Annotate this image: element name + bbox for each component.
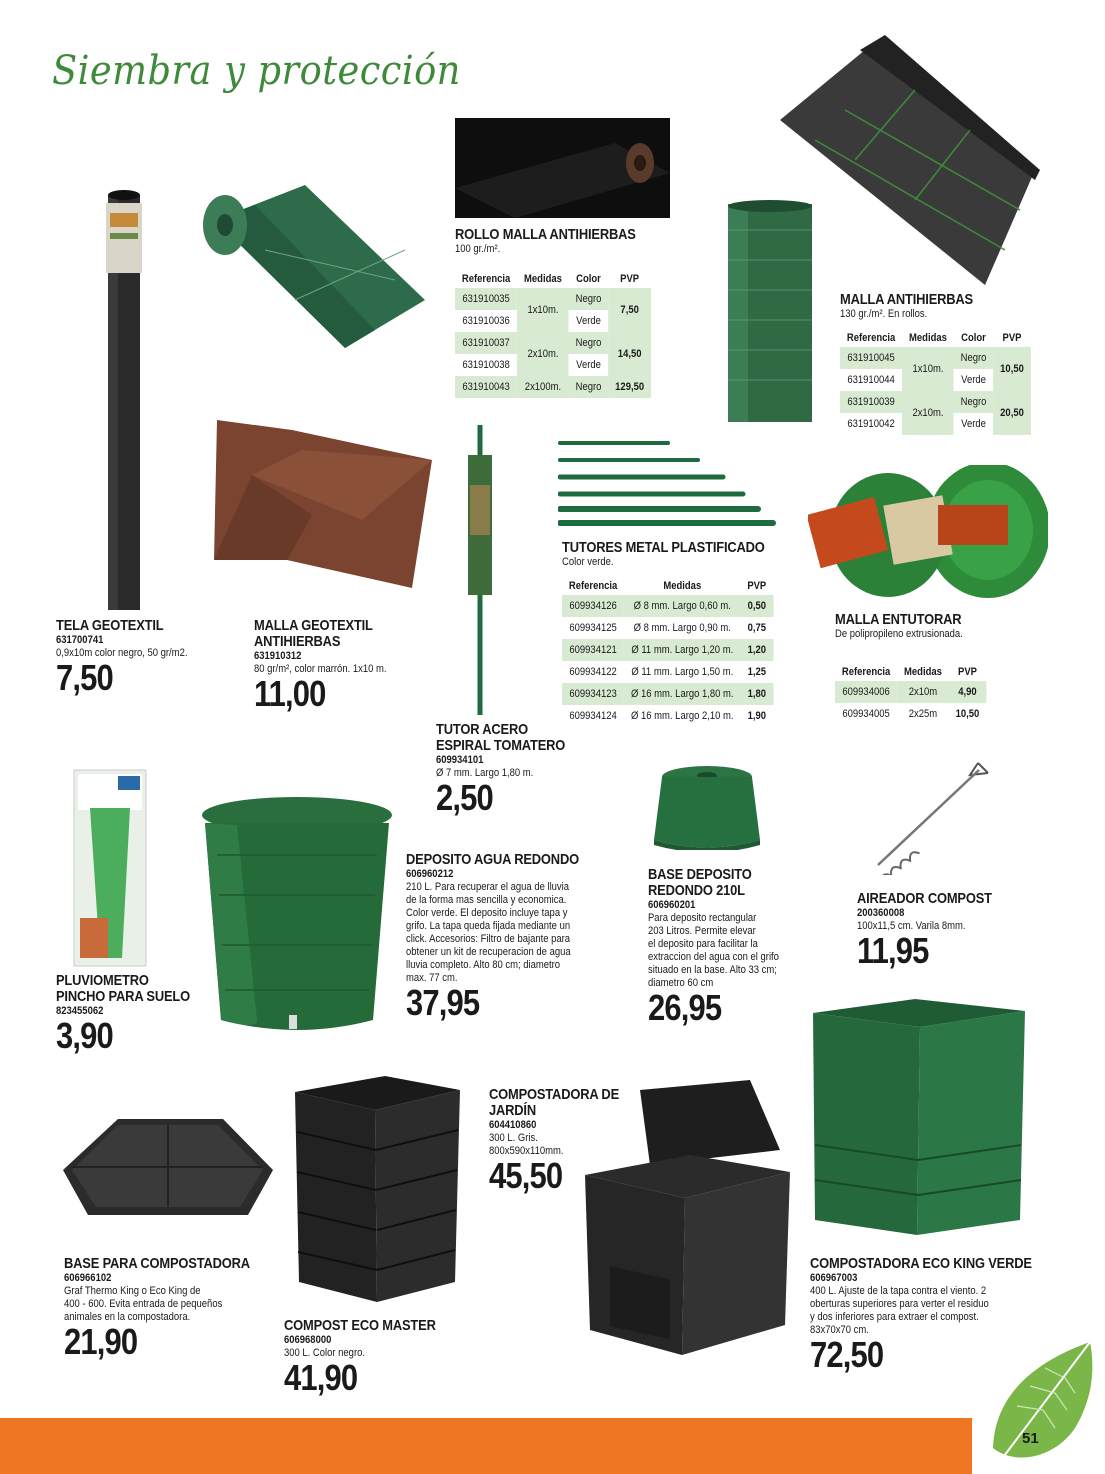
deposito-desc-line: obtener un kit de recuperacion de agua <box>406 946 571 958</box>
tutor-acero-name-line1: TUTOR ACERO <box>436 721 528 738</box>
footer-orange-bar <box>0 1418 972 1474</box>
table-cell: 609934124 <box>569 710 617 722</box>
pluviometro-name-line2: PINCHO PARA SUELO <box>56 988 190 1005</box>
table-header: Referencia <box>461 273 511 285</box>
table-row <box>835 681 986 703</box>
eco-king-desc-line: oberturas superiores para verter el residuo <box>810 1298 989 1310</box>
malla-antihierbas-desc: 130 gr./m². En rollos. <box>840 308 928 320</box>
table-cell: 0,50 <box>740 595 773 617</box>
base-compostadora-desc-line: 400 - 600. Evita entrada de pequeños <box>64 1298 223 1310</box>
deposito-name: DEPOSITO AGUA REDONDO <box>406 851 579 868</box>
table-cell: 1,25 <box>747 666 766 678</box>
table-cell: 14,50 <box>608 332 651 376</box>
malla-verde-roll-image <box>195 180 430 350</box>
tutor-acero-image <box>462 425 498 715</box>
table-header: Medidas <box>524 273 562 285</box>
pluviometro-name-line1: PLUVIOMETRO <box>56 972 149 989</box>
table-cell: Ø 11 mm. Largo 1,20 m. <box>624 639 740 661</box>
leaf-icon <box>985 1338 1100 1474</box>
table-cell: 631910044 <box>847 374 895 386</box>
table-cell: Negro <box>569 376 609 398</box>
base-deposito-desc <box>648 912 820 990</box>
page-number: 51 <box>1022 1430 1039 1447</box>
table-cell: 631910038 <box>462 359 510 371</box>
pluviometro-image <box>70 768 150 968</box>
compost-eco-master-image <box>285 1072 465 1307</box>
deposito-price: 37,95 <box>406 982 480 1023</box>
base-compostadora-ref: 606966102 <box>64 1272 112 1284</box>
pluviometro-ref: 823455062 <box>56 1005 104 1017</box>
tela-geotextil-image <box>100 185 148 615</box>
tutor-acero-name-line2: ESPIRAL TOMATERO <box>436 737 566 754</box>
base-deposito-desc-line: 203 Litros. Permite elevar <box>648 925 756 937</box>
base-compostadora-name: BASE PARA COMPOSTADORA <box>64 1255 250 1272</box>
table-row <box>562 639 773 661</box>
table-cell: 1x10m. <box>517 288 569 332</box>
aireador-compost-image <box>858 755 993 875</box>
malla-antihierbas-table <box>840 329 1031 435</box>
table-header: Referencia <box>841 666 891 678</box>
table-row <box>840 347 1031 369</box>
table-cell: 2x10m. <box>517 332 569 376</box>
compostadora-jardin-price: 45,50 <box>489 1155 563 1196</box>
tela-geotextil-price: 7,50 <box>56 657 113 698</box>
table-cell: Ø 8 mm. Largo 0,90 m. <box>633 622 731 634</box>
tutores-desc: Color verde. <box>562 556 614 568</box>
table-cell: 10,50 <box>955 708 980 720</box>
malla-entutorar-name: MALLA ENTUTORAR <box>835 611 962 628</box>
table-cell: 631910045 <box>840 347 902 369</box>
deposito-ref: 606960212 <box>406 868 454 880</box>
table-cell: Negro <box>569 332 609 354</box>
table-row <box>455 376 651 398</box>
table-row <box>840 391 1031 413</box>
compost-eco-master-price: 41,90 <box>284 1357 358 1398</box>
table-cell: 631910043 <box>455 376 517 398</box>
table-cell: 609934125 <box>569 622 617 634</box>
tutor-acero-price: 2,50 <box>436 777 493 818</box>
deposito-desc-line: 210 L. Para recuperar el agua de lluvia <box>406 881 570 893</box>
base-deposito-desc-line: extraccion del agua con el grifo <box>648 951 779 963</box>
table-row <box>562 683 773 705</box>
rollo-malla-desc: 100 gr./m². <box>455 243 501 255</box>
table-cell: 631910036 <box>455 310 517 332</box>
table-header: PVP <box>1002 332 1022 344</box>
deposito-desc <box>406 881 595 985</box>
deposito-desc-line: de la forma mas sencilla y economica. <box>406 894 567 906</box>
compost-eco-master-desc: 300 L. Color negro. <box>284 1347 365 1359</box>
table-cell: 1x10m. <box>902 347 954 391</box>
base-compostadora-image <box>58 1115 278 1235</box>
table-row <box>562 595 773 617</box>
table-cell: 20,50 <box>993 391 1030 435</box>
table-cell: 631910037 <box>455 332 517 354</box>
table-header: Medidas <box>663 580 702 592</box>
deposito-desc-line: click. Accesorios: Filtro de bajante para <box>406 933 571 945</box>
eco-king-desc-line: 400 L. Ajuste de la tapa contra el viento. 2 <box>810 1285 987 1297</box>
table-cell: 609934006 <box>835 681 897 703</box>
table-cell: Ø 11 mm. Largo 1,50 m. <box>631 666 734 678</box>
eco-king-desc-line: 83x70x70 cm. <box>810 1324 869 1336</box>
base-deposito-desc-line: diametro 60 cm <box>648 977 714 989</box>
compostadora-jardin-desc-line: 300 L. Gris. <box>489 1132 538 1144</box>
eco-king-price: 72,50 <box>810 1334 884 1375</box>
deposito-desc-line: Color verde. El deposito incluye tapa y <box>406 907 568 919</box>
table-cell: Ø 16 mm. Largo 1,80 m. <box>624 683 740 705</box>
rollo-malla-table <box>455 270 651 398</box>
base-deposito-image <box>650 765 765 850</box>
base-compostadora-desc-line: animales en la compostadora. <box>64 1311 191 1323</box>
deposito-desc-line: grifo. La tapa queda fijada mediante un <box>406 920 571 932</box>
malla-verde-vertical-image <box>722 200 818 425</box>
tutores-name: TUTORES METAL PLASTIFICADO <box>562 539 765 556</box>
table-cell: 609934005 <box>842 708 890 720</box>
rollo-malla-antihierbas-image <box>455 118 670 218</box>
table-cell: Verde <box>569 310 609 332</box>
table-header: PVP <box>747 580 767 592</box>
page-title: Siembra y protección <box>52 48 461 94</box>
eco-king-desc <box>810 1285 1034 1337</box>
table-cell: Ø 8 mm. Largo 0,60 m. <box>624 595 740 617</box>
table-cell: 4,90 <box>949 681 986 703</box>
table-row <box>455 332 651 354</box>
compost-eco-master-ref: 606968000 <box>284 1334 332 1346</box>
tela-geotextil-ref: 631700741 <box>56 634 104 646</box>
table-cell: 10,50 <box>993 347 1030 391</box>
base-compostadora-desc <box>64 1285 253 1324</box>
table-cell: 609934121 <box>562 639 624 661</box>
eco-king-name: COMPOSTADORA ECO KING VERDE <box>810 1255 1032 1272</box>
malla-entutorar-image <box>808 465 1048 605</box>
tutores-table <box>562 577 773 727</box>
table-cell: 129,50 <box>608 376 651 398</box>
compost-eco-master-name: COMPOST ECO MASTER <box>284 1317 436 1334</box>
tutor-acero-desc: Ø 7 mm. Largo 1,80 m. <box>436 767 534 779</box>
tela-geotextil-desc: 0,9x10m color negro, 50 gr/m2. <box>56 647 188 659</box>
compostadora-jardin-name-line2: JARDÍN <box>489 1102 536 1119</box>
table-header: Referencia <box>568 580 618 592</box>
table-cell: 2x10m <box>897 681 949 703</box>
base-deposito-price: 26,95 <box>648 987 722 1028</box>
table-cell: 631910039 <box>840 391 902 413</box>
table-header: Referencia <box>846 332 896 344</box>
base-deposito-name-line2: REDONDO 210L <box>648 882 745 899</box>
table-cell: 1,80 <box>740 683 773 705</box>
aireador-name: AIREADOR COMPOST <box>857 890 992 907</box>
table-header: Color <box>576 273 601 285</box>
compostadora-jardin-desc-line: 800x590x110mm. <box>489 1145 564 1157</box>
pluviometro-price: 3,90 <box>56 1015 113 1056</box>
tela-geotextil-name: TELA GEOTEXTIL <box>56 617 164 634</box>
table-cell: 0,75 <box>747 622 766 634</box>
table-header: PVP <box>620 273 640 285</box>
base-compostadora-price: 21,90 <box>64 1321 138 1362</box>
table-cell: 631910035 <box>455 288 517 310</box>
table-header: PVP <box>958 666 977 678</box>
table-row <box>835 703 986 725</box>
malla-geotextil-name-line2: ANTIHIERBAS <box>254 633 341 650</box>
table-cell: 2x10m. <box>902 391 954 435</box>
table-cell: Verde <box>961 418 986 430</box>
table-cell: Verde <box>961 374 986 386</box>
base-deposito-desc-line: situado en la base. Alto 33 cm; <box>648 964 777 976</box>
table-cell: Negro <box>954 391 994 413</box>
tutor-acero-ref: 609934101 <box>436 754 484 766</box>
table-cell: 2x25m <box>908 708 938 720</box>
deposito-desc-line: max. 77 cm. <box>406 972 458 984</box>
malla-entutorar-table <box>835 663 986 725</box>
table-cell: 1,90 <box>747 710 766 722</box>
table-row <box>455 288 651 310</box>
table-cell: 609934122 <box>569 666 617 678</box>
table-cell: Negro <box>569 288 609 310</box>
table-header: Medidas <box>904 666 942 678</box>
table-row <box>562 661 773 683</box>
base-deposito-ref: 606960201 <box>648 899 696 911</box>
table-cell: Ø 16 mm. Largo 2,10 m. <box>631 710 734 722</box>
malla-geotextil-name-line1: MALLA GEOTEXTIL <box>254 617 373 634</box>
base-deposito-desc-line: Para deposito rectangular <box>648 912 757 924</box>
table-cell: Negro <box>954 347 994 369</box>
malla-geotextil-price: 11,00 <box>254 673 326 714</box>
table-cell: 609934123 <box>562 683 624 705</box>
table-cell: 7,50 <box>608 288 651 332</box>
base-deposito-desc-line: el deposito para facilitar la <box>648 938 758 950</box>
malla-geotextil-marron-image <box>212 420 437 590</box>
table-cell: 631910042 <box>847 418 895 430</box>
rollo-malla-name: ROLLO MALLA ANTIHIERBAS <box>455 226 636 243</box>
tutores-metal-image <box>558 435 778 530</box>
malla-antihierbas-name: MALLA ANTIHIERBAS <box>840 291 974 308</box>
malla-geotextil-desc: 80 gr/m², color marrón. 1x10 m. <box>254 663 387 675</box>
aireador-price: 11,95 <box>857 930 929 971</box>
table-cell: 2x100m. <box>517 376 569 398</box>
deposito-desc-line: lluvia completo. Alto 80 cm; diametro <box>406 959 561 971</box>
malla-geotextil-ref: 631910312 <box>254 650 302 662</box>
compostadora-eco-king-image <box>805 995 1030 1240</box>
table-cell: 609934126 <box>562 595 624 617</box>
table-header: Medidas <box>909 332 947 344</box>
malla-entutorar-desc: De polipropileno extrusionada. <box>835 628 963 640</box>
eco-king-ref: 606967003 <box>810 1272 858 1284</box>
table-cell: Verde <box>576 359 601 371</box>
compostadora-jardin-name-line1: COMPOSTADORA DE <box>489 1086 620 1103</box>
base-deposito-name-line1: BASE DEPOSITO <box>648 866 752 883</box>
table-cell: 1,20 <box>740 639 773 661</box>
compostadora-jardin-ref: 604410860 <box>489 1119 537 1131</box>
eco-king-desc-line: y dos inferiores para extraer el compost. <box>810 1311 979 1323</box>
base-compostadora-desc-line: Graf Thermo King o Eco King de <box>64 1285 201 1297</box>
aireador-ref: 200360008 <box>857 907 905 919</box>
aireador-desc: 100x11,5 cm. Varila 8mm. <box>857 920 966 932</box>
table-header: Color <box>961 332 986 344</box>
table-row <box>562 617 773 639</box>
